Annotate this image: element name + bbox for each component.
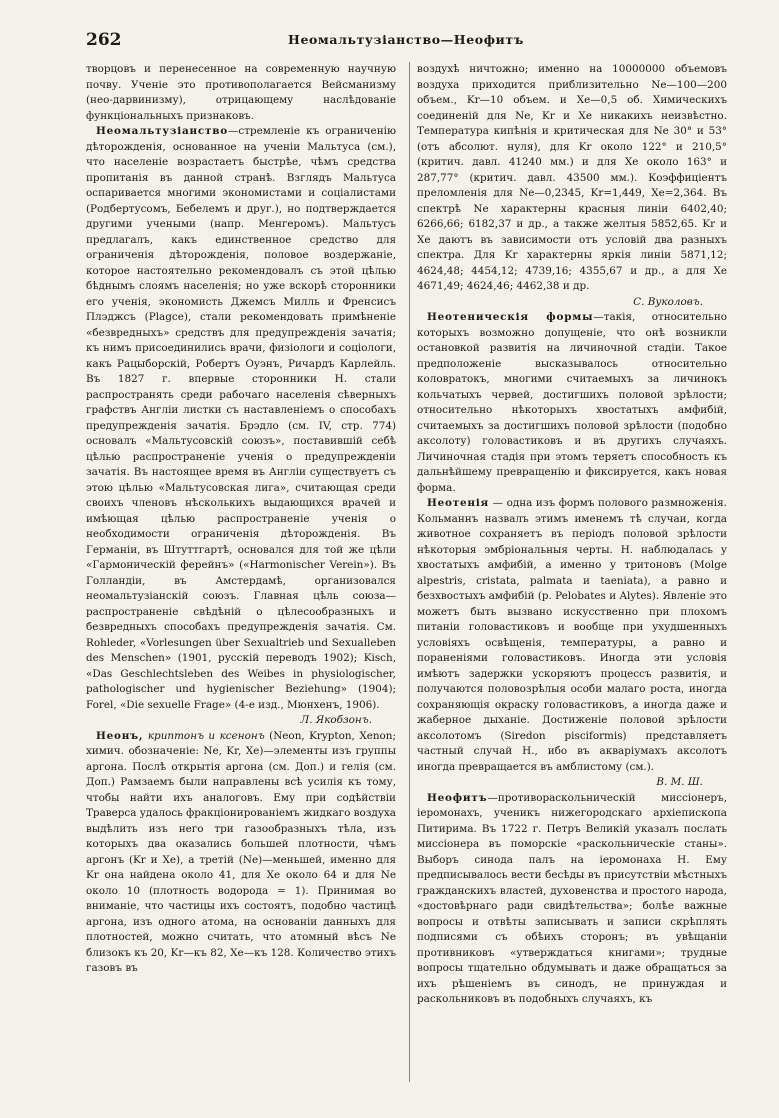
- column-divider: [409, 62, 410, 1082]
- entry-neophyte: [417, 791, 727, 1008]
- entry-headword: Неофитъ: [427, 791, 488, 804]
- author-signature: В. М. Ш.: [656, 776, 703, 788]
- paragraph-text: творцовъ и перенесенное на современную научную почву. Ученіе это противополагается Вейсманизму (нео-дарвинизму), отрицающему наслѣдованіе функціональныхъ признаковъ.: [86, 63, 396, 122]
- entry-headword: Неонъ,: [96, 729, 144, 742]
- entry-neomalthusianism: [86, 124, 396, 713]
- entry-headword: Неомальтузіанство: [96, 125, 229, 137]
- entry-headword: Неотенія: [427, 497, 490, 509]
- right-column: [417, 62, 727, 1008]
- entry-text: —такія, относительно которыхъ возможно допущеніе, что онѣ возникли остановкой развитія на личиночной стадіи. Такое предположеніе высказывалось относительно коловратокъ, многими считаемыхъ за личинокъ кольчатыхъ червей, достигшихъ половой зрѣлости; относительно нѣкоторыхъ хвостатыхъ амфибій, считаемыхъ за достигшихъ половой зрѣлости (подобно аксолоту) головастиковъ и въ другихъ случаяхъ. Личиночная стадія при этомъ теряетъ способность къ дальнѣйшему превращенію и фиксируется, какъ новая форма.: [417, 311, 728, 494]
- page-header: [86, 30, 726, 52]
- left-column: [86, 62, 396, 977]
- entry-text: — одна изъ формъ полового размноженія. Кольманнъ назвалъ этимъ именемъ тѣ случаи, когда животное сохраняетъ въ періодъ половой зрѣлости нѣкоторыя эмбріональныя черты. Н. наблюдалась у хвостатыхъ амфибій, а именно у тритоновъ (Molge alpestris, cristata, palmata и taeniata), а равно и безхвостыхъ амфибій (р. Pelobates и Alytes). Явленіе это можетъ быть вызвано искусственно при плохомъ питаніи головастиковъ и вообще при ухудшенныхъ условіяхъ освѣщенія, температуры, а равно и пораненіями головастиковъ. Иногда эти условія имѣютъ задержки ускоряютъ процессъ развитія, и получаются половозрѣлыя особи малаго роста, иногда сохраняющія окраску головастиковъ, а иногда даже и жаберное дыханіе. Достиженіе половой зрѣлости аксолотомъ (Siredon pisciformis) представляетъ частный случай Н., ибо въ акваріумахъ аксолотъ иногда превращается въ амблистому (см.).: [417, 497, 727, 773]
- author-signature: Л. Якобзонъ.: [300, 714, 372, 726]
- paragraph-text: воздухѣ ничтожно; именно на 10000000 объемовъ воздуха приходится приблизительно Ne—100—200 объем., Kr—10 объем. и Xe—0,5 об. Химическихъ соединеній для Ne, Kr и Xe никакихъ неизвѣстно. Температура кипѣнія и критическая для Ne 30° и 53° (отъ абсолют. нуля), для Kr около 122° и 210,5° (критич. давл. 41240 мм.) и для Xe около 163° и 287,77° (критич. давл. 43500 мм.). Коэффиціентъ преломленія для Ne—0,2345, Kr=1,449, Xe=2,364. Въ спектрѣ Ne характерны красныя линіи 6402,40; 6266,66; 6182,37 и др., а также желтыя 5852,65. Kr и Xe даютъ въ зависимости отъ условій два разныхъ спектра. Для Kr характерны яркія линіи 5871,12; 4624,48; 4454,12; 4739,16; 4355,67 и др., а для Xe 4671,49; 4624,46; 4462,38 и др.: [417, 63, 727, 292]
- entry-text: —противораскольническій миссіонеръ, іеромонахъ, ученикъ нижегородскаго архіепископа Питирима. Въ 1722 г. Петръ Великій указалъ послать миссіонера въ поморскіе «раскольническіе станы». Выборъ синода палъ на іеромонаха Н. Ему предписывалось вести бесѣды въ присутствіи мѣстныхъ гражданскихъ властей, духовенства и простого народа, «достовѣрнаго ради свидѣтельства»; болѣе важные вопросы и отвѣты записывать и записи скрѣплять подписями съ обѣихъ сторонъ; въ увѣщаніи противниковъ «утверждаться книгами»; трудные вопросы тщательно обдумывать и даже обращаться за ихъ рѣшеніемъ въ синодъ, не принуждая и раскольниковъ въ подобныхъ случаяхъ, къ: [417, 791, 727, 1005]
- paragraph-continuation: [86, 62, 396, 124]
- entry-neotenic-forms: [417, 310, 727, 496]
- entry-text: (Neon, Krypton, Xenon; химич. обозначеніе: Ne, Kr, Xe)—элементы изъ группы аргона. Послѣ открытія аргона (см. Доп.) и гелія (см. Доп.) Рамзаемъ были направлены всѣ усилія къ тому, чтобы найти ихъ аналоговъ. Ему при содѣйствіи Траверса удалось фракціонированіемъ жидкаго воздуха выдѣлить изъ него три газообразныхъ тѣла, изъ которыхъ два оказались большей плотности, чѣмъ аргонъ (Kr и Xe), а третій (Ne)—меньшей, именно для Kr она найдена около 41, для Xe около 64 и для Ne около 10 (плотность водорода = 1). Принимая во вниманіе, что частицы ихъ состоятъ, подобно частицѣ аргона, изъ одного атома, на основаніи данныхъ для плотностей, можно считать, что атомный вѣсъ Ne близокъ къ 20, Kr—къ 82, Xe—къ 128. Количество этихъ газовъ въ: [86, 729, 396, 974]
- entry-neoteny: [417, 496, 727, 775]
- author-signature: С. Вуколовъ.: [633, 295, 703, 308]
- running-title: Неомальтузіанство—Неофитъ: [288, 32, 524, 47]
- entry-aliases: криптонъ и ксенонъ: [147, 729, 265, 742]
- entry-text: —стремленіе къ ограниченію дѣторожденія, основанное на ученіи Мальтуса (см.), что населеніе возрастаетъ быстрѣе, чѣмъ средства пропитанія въ данной странѣ. Взглядъ Мальтуса оспаривается многими экономистами и соціалистами (Родбертусомъ, Бебелемъ и друг.), но подтверждается другими учеными (напр. Менгеромъ). Мальтусъ предлагалъ, какъ единственное средство для ограниченія дѣторожденія, половое воздержаніе, которое настоятельно рекомендовалъ съ этой цѣлью бѣднымъ слоямъ населенія; но уже вскорѣ сторонники его ученія, экономисть Джемсъ Милль и Френсисъ Плэджсъ (Plagce), стали рекомендовать примѣненіе «безвредныхъ» средствъ для предупрежденія зачатія; къ нимъ присоединились врачи, физіологи и соціологи, какъ Рацыборскій, Робертъ Оуэнъ, Ричардъ Карлейль. Въ 1827 г. впервые сторонники Н. стали распространять среди рабочаго населенія сѣверныхъ графствъ Англіи листки съ наставленіемъ о способахъ предупрежденія зачатія. Брэдло (см. IV, стр. 774) основалъ «Мальтусовскій союзъ», поставившій себѣ цѣлью распространеніе ученія о предупрежденіи зачатія. Въ настоящее время въ Англіи существуетъ съ этою цѣлью «Мальтусовская лига», считающая среди своихъ членовъ нѣсколькихъ выдающихся врачей и имѣющая цѣлью распространеніе ученія о необходимости ограниченія дѣторожденія. Въ Германіи, въ Штуттгартѣ, основался для той же цѣли «Гармоническій ферейнъ» («Harmonischer Verein»). Въ Голландіи, въ Амстердамѣ, организовался неомальтузіанскій союзъ. Главная цѣль союза—распространеніе свѣдѣній о цѣлесообразныхъ и безвредныхъ способахъ предупрежденія зачатія. См. Rohleder, «Vorlesungen über Sexualtrieb und Sexualleben des Menschen» (1901, русскій переводъ 1902); Kisch, «Das Geschlechtsleben des Weibes in physiologischer, pathologischer und hygienischer Beziehung» (1904); Forel, «Die sexuelle Frage» (4-е изд., Мюнхенъ, 1906).: [86, 125, 396, 711]
- entry-neon: [86, 729, 396, 977]
- entry-headword: Неотеническія формы: [427, 311, 594, 323]
- paragraph-continuation: [417, 62, 727, 295]
- page-number: 262: [86, 30, 122, 50]
